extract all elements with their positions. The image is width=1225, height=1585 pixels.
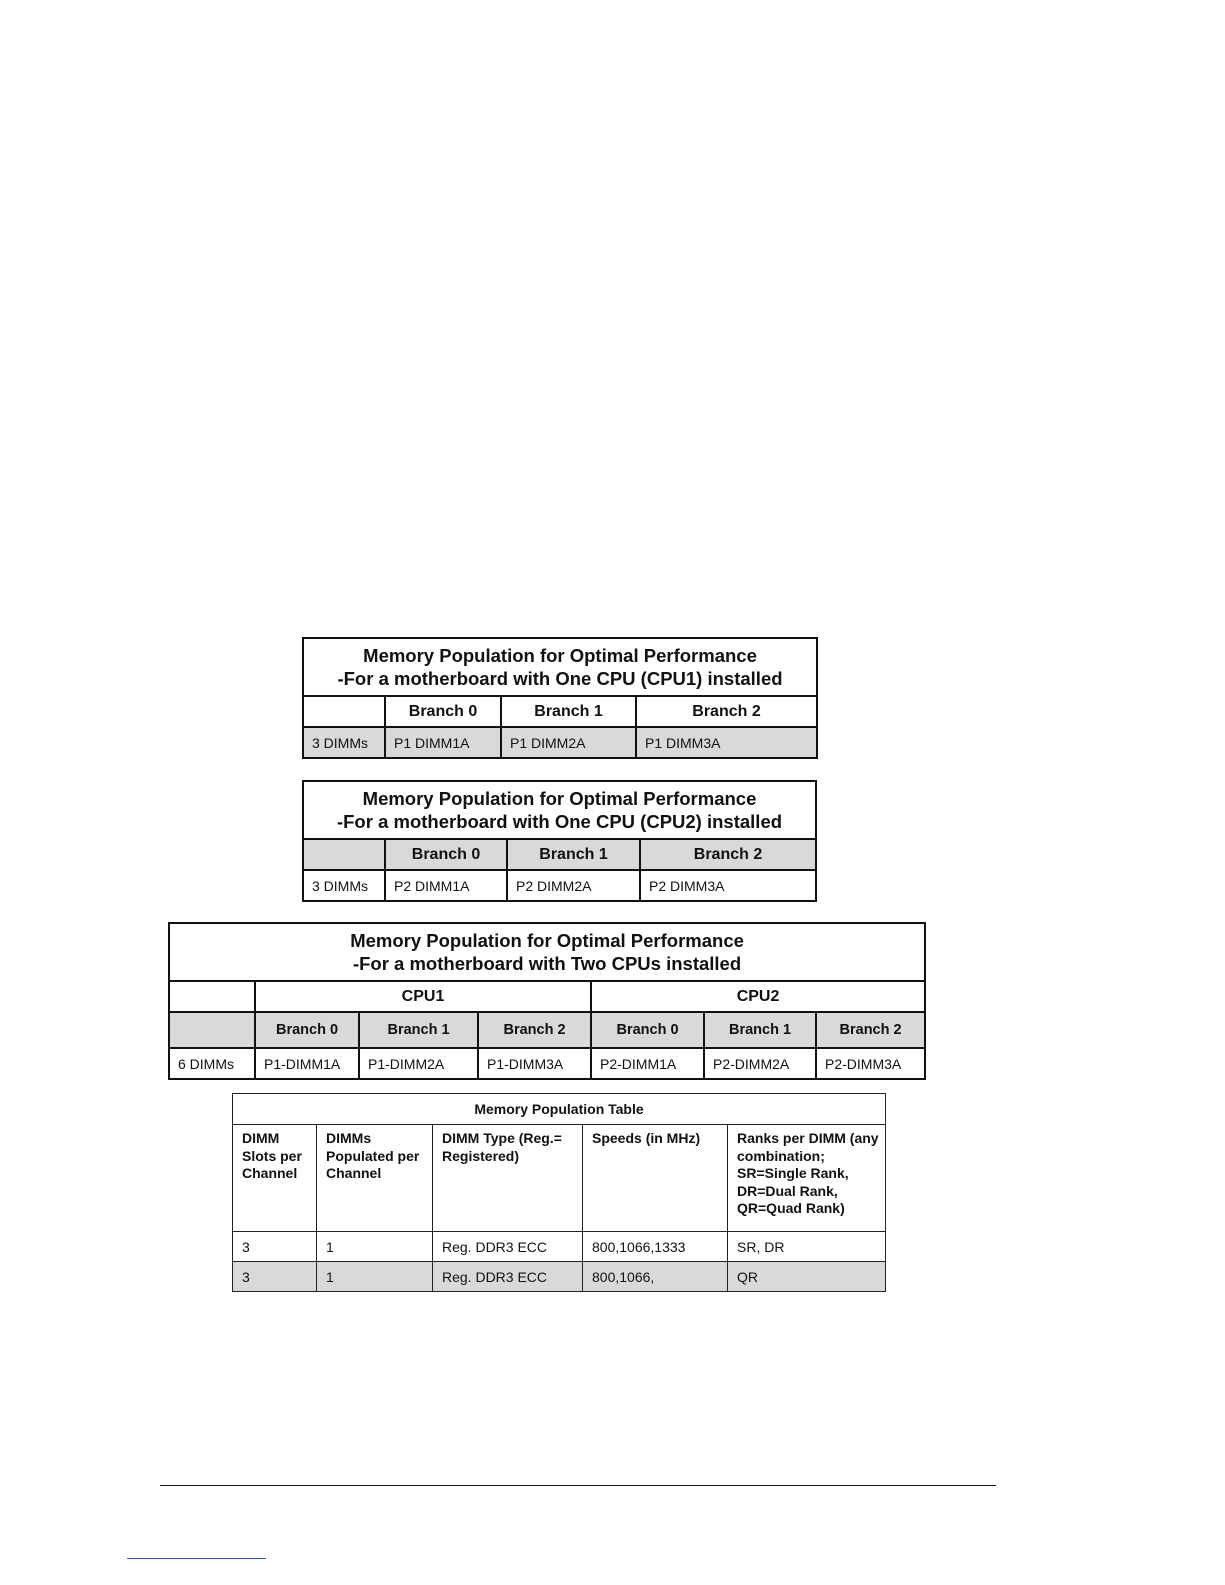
header-cell-dimm-slots: DIMM Slots per Channel	[233, 1125, 317, 1232]
table-cell: QR	[728, 1262, 886, 1292]
footer-link-underline	[127, 1558, 266, 1559]
row-label: 6 DIMMs	[169, 1048, 255, 1079]
table-row	[233, 1232, 886, 1262]
table-title-line-1: Memory Population for Optimal Performance	[350, 930, 744, 951]
header-cell-branch-1: Branch 1	[501, 696, 636, 727]
table-cell: Reg. DDR3 ECC	[433, 1262, 583, 1292]
table-cell: 800,1066,	[583, 1262, 728, 1292]
table-cell: P1-DIMM1A	[255, 1048, 359, 1079]
table-row	[233, 1262, 886, 1292]
memory-population-table	[232, 1093, 886, 1292]
table-title-line-2: -For a motherboard with One CPU (CPU1) installed	[337, 668, 783, 689]
header-cell-cpu2-branch-1: Branch 1	[704, 1012, 816, 1048]
table-title	[169, 923, 925, 981]
row-label: 3 DIMMs	[303, 727, 385, 758]
memory-population-cpu1-table	[302, 637, 818, 759]
table-title-line-1: Memory Population for Optimal Performance	[363, 645, 757, 666]
table-cell: 1	[317, 1262, 433, 1292]
header-cell-ranks: Ranks per DIMM (any combination; SR=Single Rank, DR=Dual Rank, QR=Quad Rank)	[728, 1125, 886, 1232]
table-title: Memory Population Table	[233, 1094, 886, 1125]
table-cell: 3	[233, 1262, 317, 1292]
table-cell: SR, DR	[728, 1232, 886, 1262]
table-cell: 3	[233, 1232, 317, 1262]
table-cell: P2 DIMM1A	[385, 870, 507, 901]
table-title-line-2: -For a motherboard with One CPU (CPU2) installed	[336, 811, 783, 832]
table-title	[303, 781, 816, 839]
header-cell-dimm-type: DIMM Type (Reg.= Registered)	[433, 1125, 583, 1232]
header-cell-speeds: Speeds (in MHz)	[583, 1125, 728, 1232]
table-cell: P1-DIMM2A	[359, 1048, 478, 1079]
table-cell: 1	[317, 1232, 433, 1262]
memory-population-cpu2-table	[302, 780, 817, 902]
table-cell: P2 DIMM3A	[640, 870, 816, 901]
header-cell-cpu1: CPU1	[255, 981, 591, 1012]
header-cell-empty	[169, 981, 255, 1012]
table-title-line-1: Memory Population for Optimal Performance	[362, 788, 757, 809]
header-cell-cpu1-branch-0: Branch 0	[255, 1012, 359, 1048]
table-cell: 800,1066,1333	[583, 1232, 728, 1262]
header-cell-cpu1-branch-1: Branch 1	[359, 1012, 478, 1048]
footer-divider	[160, 1485, 996, 1486]
header-cell-branch-0: Branch 0	[385, 839, 507, 870]
header-cell-empty	[303, 839, 385, 870]
header-cell-cpu2-branch-2: Branch 2	[816, 1012, 925, 1048]
table-cell: P1-DIMM3A	[478, 1048, 591, 1079]
row-label: 3 DIMMs	[303, 870, 385, 901]
table-title	[303, 638, 817, 696]
header-cell-branch-1: Branch 1	[507, 839, 640, 870]
header-cell-empty	[169, 1012, 255, 1048]
memory-population-two-cpu-table	[168, 922, 926, 1080]
header-cell-cpu2: CPU2	[591, 981, 925, 1012]
table-cell: Reg. DDR3 ECC	[433, 1232, 583, 1262]
header-cell-dimms-populated: DIMMs Populated per Channel	[317, 1125, 433, 1232]
table-title-line-2: -For a motherboard with Two CPUs installed	[352, 953, 742, 974]
table-cell: P2-DIMM2A	[704, 1048, 816, 1079]
header-cell-branch-2: Branch 2	[640, 839, 816, 870]
table-cell: P2-DIMM3A	[816, 1048, 925, 1079]
table-cell: P2 DIMM2A	[507, 870, 640, 901]
header-cell-cpu2-branch-0: Branch 0	[591, 1012, 704, 1048]
header-cell-branch-0: Branch 0	[385, 696, 501, 727]
header-cell-branch-2: Branch 2	[636, 696, 817, 727]
table-cell: P2-DIMM1A	[591, 1048, 704, 1079]
header-cell-empty	[303, 696, 385, 727]
header-cell-cpu1-branch-2: Branch 2	[478, 1012, 591, 1048]
table-cell: P1 DIMM3A	[636, 727, 817, 758]
table-cell: P1 DIMM1A	[385, 727, 501, 758]
table-cell: P1 DIMM2A	[501, 727, 636, 758]
